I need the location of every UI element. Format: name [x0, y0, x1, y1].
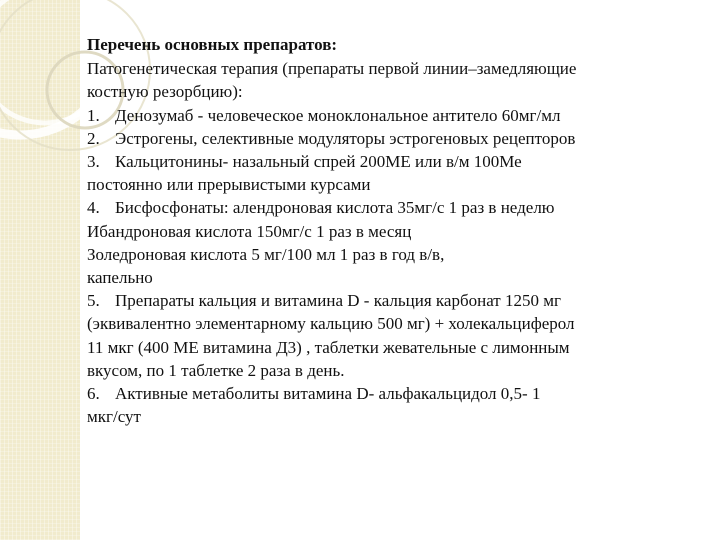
- slide-title: Перечень основных препаратов:: [87, 35, 338, 54]
- list-item-1: [87, 104, 687, 127]
- list-item-6: [87, 382, 687, 405]
- list-item-2: [87, 127, 687, 150]
- list-item-text: Кальцитонины- назальный спрей 200МЕ или в/м 100Ме: [115, 152, 522, 172]
- list-item-3-continuation: постоянно или прерывистыми курсами: [87, 175, 371, 195]
- list-item-6-continuation: мкг/сут: [87, 407, 141, 427]
- list-item-4-continuation: Золедроновая кислота 5 мг/100 мл 1 раз в год в/в,: [87, 244, 445, 264]
- list-number: 3.: [87, 152, 100, 172]
- intro-line-2: костную резорбцию):: [87, 82, 243, 102]
- list-item-4: [87, 196, 687, 219]
- list-item-4-continuation: капельно: [87, 268, 153, 288]
- slide-content: [87, 33, 687, 428]
- list-item-text: Бисфосфонаты: алендроновая кислота 35мг/с 1 раз в неделю: [115, 198, 555, 218]
- intro-line-1: Патогенетическая терапия (препараты первой линии–замедляющие: [87, 59, 577, 79]
- list-item-5-continuation: (эквивалентно элементарному кальцию 500 мг) + холекальциферол: [87, 314, 575, 334]
- list-number: 4.: [87, 198, 100, 218]
- list-number: 6.: [87, 384, 100, 404]
- list-item-text: Эстрогены, селективные модуляторы эстрогеновых рецепторов: [115, 128, 576, 148]
- list-item-text: Активные метаболиты витамина D- альфакальцидол 0,5- 1: [115, 384, 541, 404]
- list-number: 5.: [87, 291, 100, 311]
- list-item-3: [87, 150, 687, 173]
- list-item-5: [87, 289, 687, 312]
- list-item-text: Денозумаб - человеческое моноклональное антитело 60мг/мл: [115, 105, 561, 125]
- list-item-5-continuation: 11 мкг (400 МЕ витамина Д3) , таблетки жевательные с лимонным: [87, 337, 570, 357]
- list-number: 2.: [87, 128, 100, 148]
- list-item-text: Препараты кальция и витамина D - кальция карбонат 1250 мг: [115, 291, 561, 311]
- list-item-5-continuation: вкусом, по 1 таблетке 2 раза в день.: [87, 360, 345, 380]
- list-number: 1.: [87, 105, 100, 125]
- decorative-side-band: [0, 0, 80, 540]
- list-item-4-continuation: Ибандроновая кислота 150мг/с 1 раз в месяц: [87, 221, 412, 241]
